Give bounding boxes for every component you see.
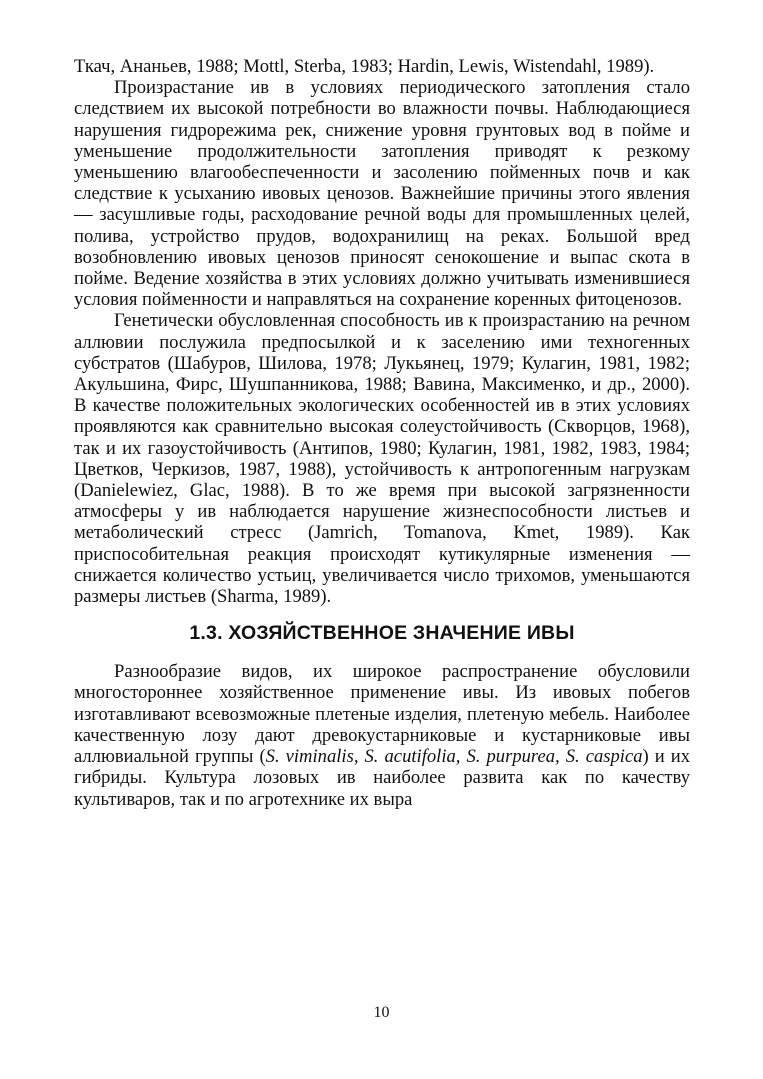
paragraph-flooding: Произрастание ив в условиях периодического затопления стало следствием их высокой потребности во влажности почвы. Наблюдающиеся нарушения гидрорежима рек, снижение уровня грунтовых вод в пойме и уменьшение продолжительности затопления приводят к резкому уменьшению влагообеспеченности и засолению пойменных почв и как следствие к усыханию ивовых ценозов. Важнейшие причины этого явления — засушливые годы, расходование речной воды для промышленных целей, полива, устройство прудов, водохранилищ на реках. Большой вред возобновлению ивовых ценозов приносят сенокошение и выпас скота в пойме. Ведение хозяйства в этих условиях должно учитывать изменившиеся условия пойменности и направляться на сохранение коренных фитоценозов. bbox=[74, 77, 690, 311]
paragraph-text-part2: ) и их гибриды. Культура лозовых ив наиболее развита как по качеству культиваров, так и по агротехнике их выра bbox=[74, 746, 691, 810]
paragraph-technogenic-substrates: Генетически обусловленная способность ив к произрастанию на речном аллювии послужила предпосылкой и к заселению ими техногенных субстратов (Шабуров, Шилова, 1978; Лукьянец, 1979; Кулагин, 1981, 1982; Акульшина, Фирс, Шушпанникова, 1988; Вавина, Максименко, и др., 2000). В качестве положительных экологических особенностей ив в этих условиях проявляются как сравнительно высокая солеустойчивость (Скворцов, 1968), так и их газоустойчивость (Антипов, 1980; Кулагин, 1981, 1982, 1983, 1984; Цветков, Черкизов, 1987, 1988), устойчивость к антропогенным нагрузкам (Danielewiez, Glac, 1988). В то же время при высокой загрязненности атмосферы у ив наблюдается нарушение жизнеспособности листьев и метаболический стресс (Jamrich, Tomanova, Kmet, 1989). Как приспособительная реакция происходят кутикулярные изменения — снижается количество устьиц, увеличивается число трихомов, уменьшаются размеры листьев (Sharma, 1989). bbox=[74, 310, 690, 608]
species-list: S. viminalis, S. acutifolia, S. purpurea, S. caspica bbox=[265, 746, 643, 768]
page-body bbox=[74, 56, 690, 810]
paragraph-continuation: Ткач, Ананьев, 1988; Mottl, Sterba, 1983; Hardin, Lewis, Wistendahl, 1989). bbox=[74, 56, 655, 77]
paragraph-economic-value bbox=[74, 661, 690, 809]
paragraph-text-part1: Разнообразие видов, их широкое распространение обусловили многостороннее хозяйственное применение ивы. Из ивовых побегов изготавливают всевозможные плетеные изделия, плетеную мебель. Наиболее качественную лозу дают древокустарниковые и кустарниковые ивы аллювиальной группы ( bbox=[74, 661, 690, 768]
page-number: 10 bbox=[373, 1004, 390, 1021]
section-heading: 1.3. ХОЗЯЙСТВЕННОЕ ЗНАЧЕНИЕ ИВЫ bbox=[189, 622, 575, 645]
